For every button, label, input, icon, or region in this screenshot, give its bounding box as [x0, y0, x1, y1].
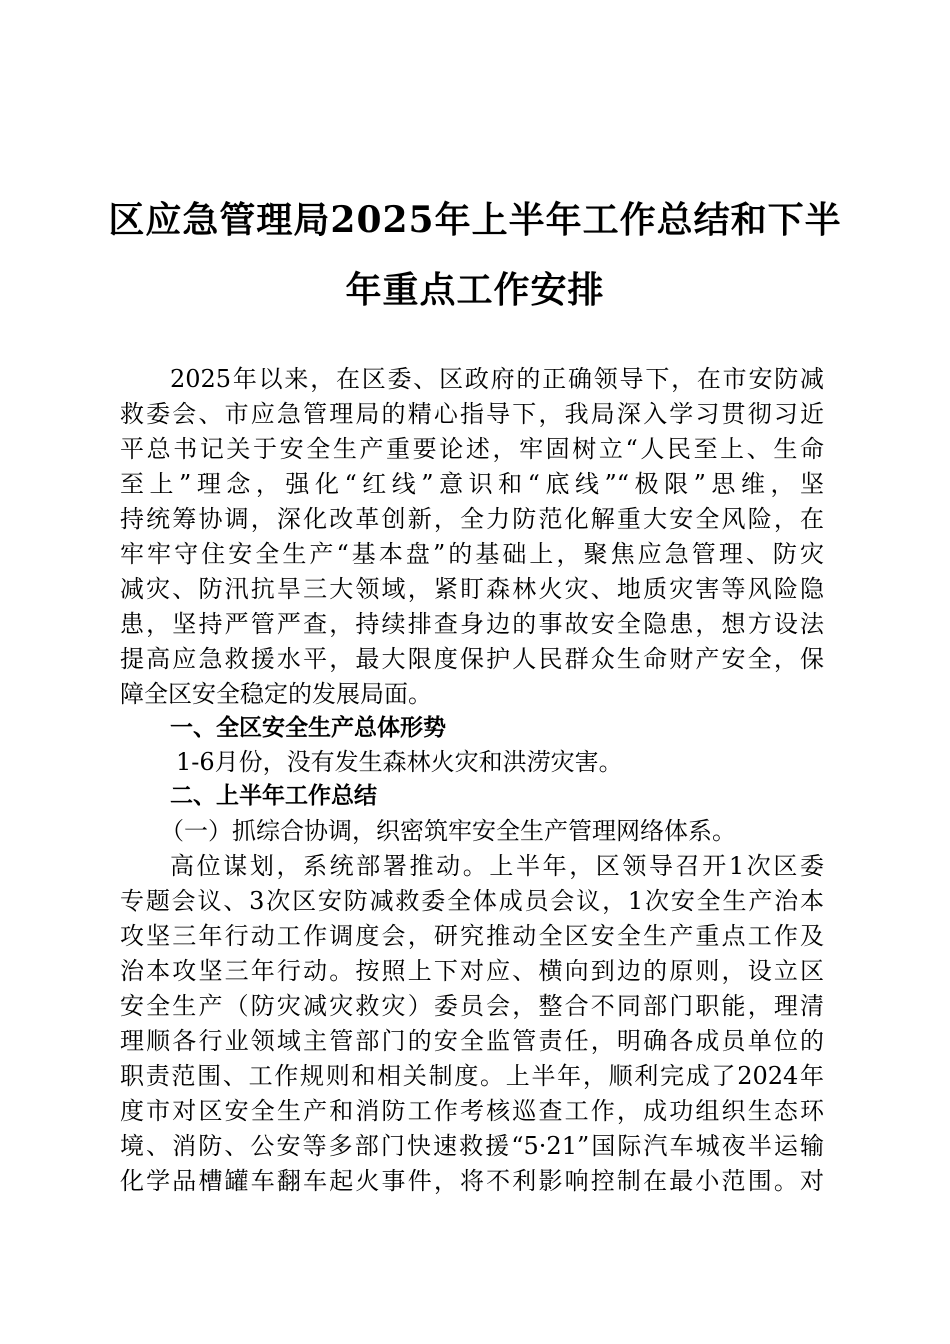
paragraph-line: 牢牢守住安全生产“基本盘”的基础上，聚焦应急管理、防灾 [120, 540, 824, 568]
paragraph-line: 境、消防、公安等多部门快速救援“5·21”国际汽车城夜半运输 [120, 1132, 824, 1160]
paragraph-line: 专题会议、3次区安防减救委全体成员会议，1次安全生产治本 [120, 887, 824, 915]
paragraph-line: 度市对区安全生产和消防工作考核巡查工作，成功组织生态环 [120, 1097, 824, 1125]
paragraph-line: 高位谋划，系统部署推动。上半年，区领导召开1次区委 [170, 852, 824, 880]
paragraph-line: 理顺各行业领域主管部门的安全监管责任，明确各成员单位的 [120, 1027, 824, 1055]
paragraph-line: 障全区安全稳定的发展局面。 [120, 680, 432, 708]
paragraph-line: 减灾、防汛抗旱三大领域，紧盯森林火灾、地质灾害等风险隐 [120, 575, 824, 603]
paragraph-line: 安全生产（防灾减灾救灾）委员会，整合不同部门职能，理清 [120, 992, 824, 1020]
paragraph-line: 攻坚三年行动工作调度会，研究推动全区安全生产重点工作及 [120, 922, 824, 950]
section-heading-1: 一、全区安全生产总体形势 [170, 715, 446, 741]
paragraph-line: 平总书记关于安全生产重要论述，牢固树立“人民至上、生命 [120, 435, 824, 463]
paragraph-line: 治本攻坚三年行动。按照上下对应、横向到边的原则，设立区 [120, 957, 824, 985]
document-title-line-2: 年重点工作安排 [345, 269, 605, 311]
paragraph-line: 2025年以来，在区委、区政府的正确领导下，在市安防减 [170, 365, 824, 393]
paragraph-line: 救委会、市应急管理局的精心指导下，我局深入学习贯彻习近 [120, 400, 824, 428]
document-title-line-1: 区应急管理局2025年上半年工作总结和下半 [108, 199, 842, 241]
paragraph-line: 至上”理念，强化“红线”意识和“底线”“极限”思维，坚 [120, 470, 824, 498]
paragraph-line: 持统筹协调，深化改革创新，全力防范化解重大安全风险，在 [120, 505, 824, 533]
paragraph-line: 职责范围、工作规则和相关制度。上半年，顺利完成了2024年 [120, 1062, 824, 1090]
paragraph-line: 1-6月份，没有发生森林火灾和洪涝灾害。 [176, 748, 623, 776]
section-heading-2: 二、上半年工作总结 [170, 783, 377, 809]
sub-heading-1: （一）抓综合协调，织密筑牢安全生产管理网络体系。 [160, 817, 736, 845]
paragraph-line: 化学品槽罐车翻车起火事件，将不利影响控制在最小范围。对 [120, 1167, 824, 1195]
paragraph-line: 提高应急救援水平，最大限度保护人民群众生命财产安全，保 [120, 645, 824, 673]
paragraph-line: 患，坚持严管严查，持续排查身边的事故安全隐患，想方设法 [120, 610, 824, 638]
